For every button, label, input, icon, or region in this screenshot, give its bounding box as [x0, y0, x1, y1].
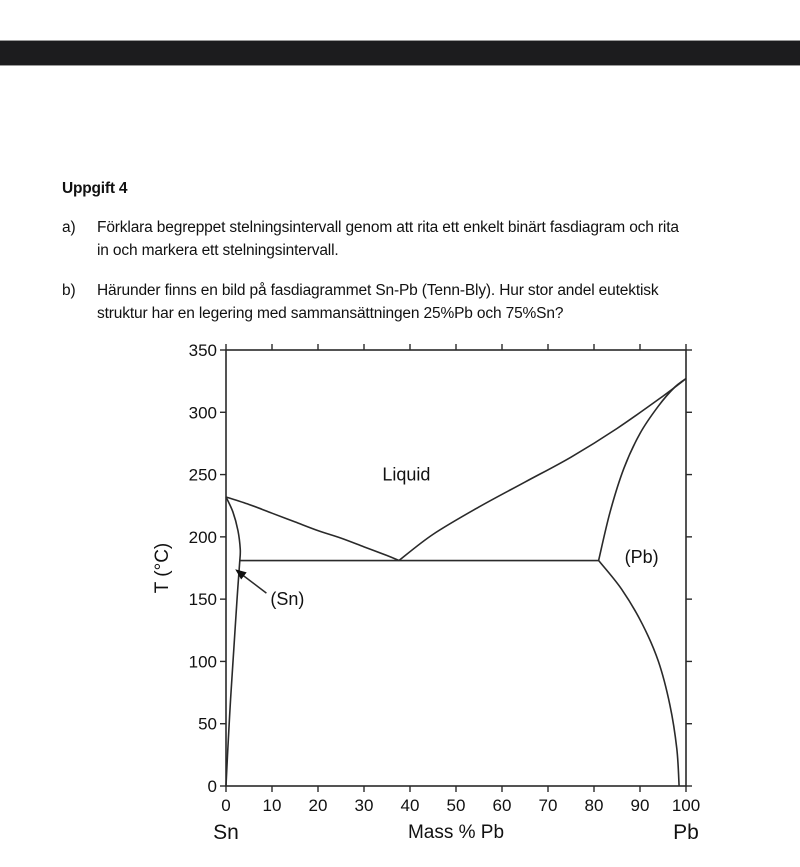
y-tick-label: 50 [198, 714, 217, 734]
task-heading: Uppgift 4 [62, 180, 128, 197]
plot-frame [226, 350, 686, 786]
x-tick-label: 30 [354, 796, 374, 815]
question-line: in och markera ett stelningsintervall. [97, 242, 339, 259]
x-tick-label: 40 [400, 796, 420, 815]
region-label-liquid: Liquid [382, 464, 431, 485]
y-tick-label: 350 [188, 341, 217, 360]
x-tick-label: 0 [221, 796, 231, 815]
x-tick-label: 80 [584, 796, 604, 815]
y-axis-label: T (°C) [152, 542, 173, 594]
curve-solidus-sn [226, 497, 240, 561]
x-tick-label: 70 [538, 796, 558, 815]
region-label-sn: (Sn) [270, 589, 305, 610]
question-line: struktur har en legering med sammansättningen 25%Pb och 75%Sn? [97, 305, 564, 322]
y-tick-label: 250 [188, 465, 217, 485]
region-label-pb: (Pb) [624, 546, 659, 567]
y-tick-label: 300 [188, 403, 217, 423]
curve-liquidus-right [399, 379, 686, 561]
right-component-label: Pb [673, 821, 699, 844]
question-line: Härunder finns en bild på fasdiagrammet Sn-Pb (Tenn-Bly). Hur stor andel eutektisk [97, 282, 659, 299]
sn-arrow-line [240, 573, 266, 593]
x-tick-label: 60 [492, 796, 512, 815]
curve-liquidus-left [226, 497, 399, 561]
y-tick-label: 0 [207, 777, 217, 796]
left-component-label: Sn [213, 821, 239, 844]
chart-axes [189, 341, 701, 815]
x-tick-label: 90 [630, 796, 650, 815]
y-tick-label: 100 [188, 652, 217, 672]
sn-arrow-head-icon [235, 569, 246, 579]
curve-solvus-sn [226, 561, 240, 786]
x-tick-label: 100 [671, 796, 701, 815]
curve-solvus-pb [599, 561, 680, 786]
y-tick-label: 150 [188, 590, 217, 610]
x-axis-label: Mass % Pb [407, 822, 505, 843]
question-line: Förklara begreppet stelningsintervall genom att rita ett enkelt binärt fasdiagram och rita [97, 219, 679, 236]
question-label: a) [62, 219, 76, 236]
x-tick-label: 20 [308, 796, 328, 815]
curve-solidus-pb [599, 379, 686, 561]
x-tick-label: 50 [446, 796, 466, 815]
question-label: b) [62, 282, 76, 299]
x-tick-label: 10 [262, 796, 282, 815]
phase-boundaries [226, 379, 686, 786]
y-tick-label: 200 [188, 527, 217, 547]
